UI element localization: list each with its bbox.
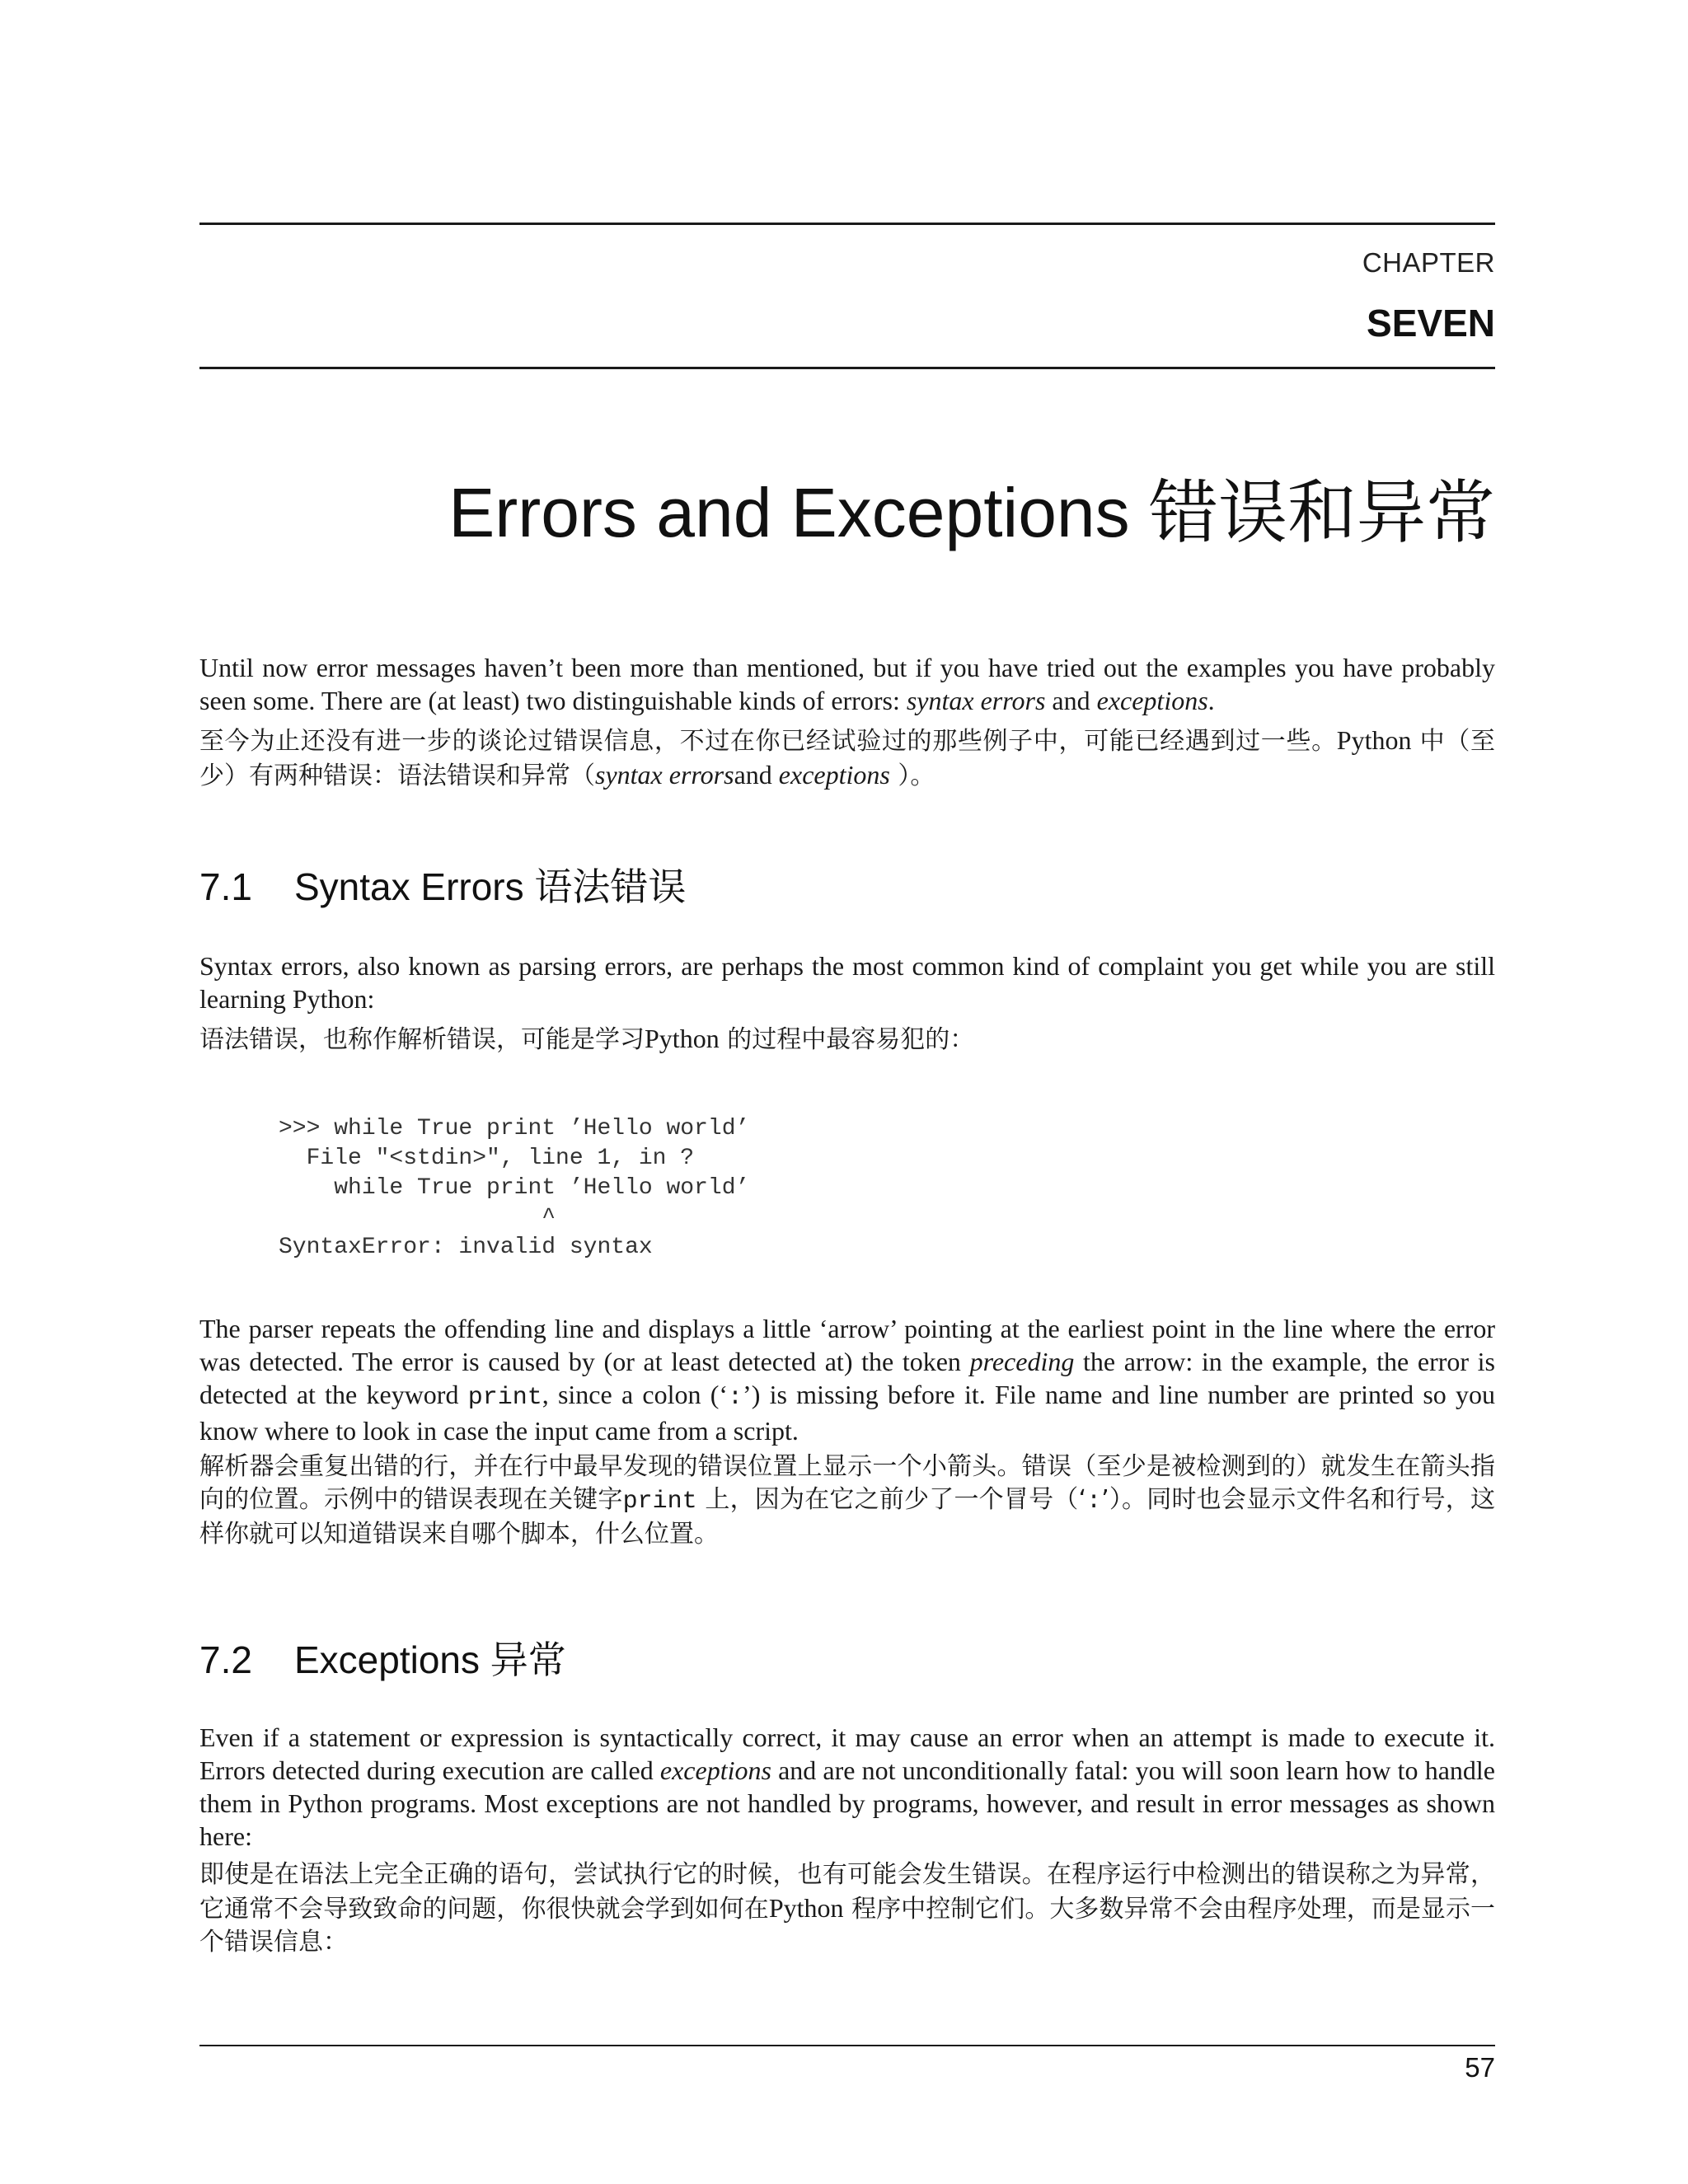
intro-paragraph: Until now error messages haven’t been more than mentioned, but if you have tried out the examples you have probably seen some. There are (at least) two distinguishable kinds of errors: syntax errors and exceptions. bbox=[199, 653, 1495, 715]
parser-explanation-paragraph-cn: 解析器会重复出错的行，并在行中最早发现的错误位置上显示一个小箭头。错误（至少是被检测到的）就发生在箭头指向的位置。示例中的错误表现在关键字print 上，因为在它之前少了一个冒号（‘:’）。同时也会显示文件名和行号，这样你就可以知道错误来自哪个脚本，什么位置。 bbox=[199, 1452, 1495, 1549]
intro-paragraph-cn: 至今为止还没有进一步的谈论过错误信息，不过在你已经试验过的那些例子中，可能已经遇到过一些。Python 中（至少）有两种错误：语法错误和异常（syntax errorsand exceptions ）。 bbox=[199, 725, 1495, 790]
footer-rule bbox=[199, 2045, 1495, 2046]
exceptions-paragraph: Even if a statement or expression is syntactically correct, it may cause an error when an attempt is made to execute it. Errors detected during execution are called exceptions and are not unconditionally fatal: you will soon learn how to handle them in Python programs. Most exceptions are not handled by programs, however, and result in error messages as shown here: bbox=[199, 1722, 1495, 1851]
chapter-label: CHAPTER bbox=[1362, 247, 1495, 278]
section-heading-syntax-errors: 7.1 Syntax Errors 语法错误 bbox=[199, 865, 687, 908]
syntax-errors-paragraph: Syntax errors, also known as parsing errors, are perhaps the most common kind of complaint you get while you are still learning Python: bbox=[199, 951, 1495, 1014]
section-heading-exceptions: 7.2 Exceptions 异常 bbox=[199, 1638, 566, 1681]
chapter-bottom-rule bbox=[199, 367, 1495, 369]
parser-explanation-paragraph: The parser repeats the offending line and displays a little ‘arrow’ pointing at the earliest point in the line where the error was detected. The error is caused by (or at least detected at) the token preceding the arrow: in the example, the error is detected at the keyword print, since a colon (‘:’) is missing before it. File name and line number are printed so you know where to look in case the input came from a script. bbox=[199, 1314, 1496, 1446]
syntax-errors-paragraph-cn: 语法错误，也称作解析错误，可能是学习Python 的过程中最容易犯的： bbox=[199, 1024, 975, 1054]
exceptions-paragraph-cn: 即使是在语法上完全正确的语句，尝试执行它的时候，也有可能会发生错误。在程序运行中检测出的错误称之为异常，它通常不会导致致命的问题，你很快就会学到如何在Python 程序中控制它们。大多数异常不会由程序处理，而是显示一个错误信息： bbox=[199, 1860, 1495, 1957]
page-number: 57 bbox=[1465, 2052, 1495, 2083]
chapter-top-rule bbox=[199, 223, 1495, 225]
code-example-syntax-error: >>> while True print ’Hello world’ File "<stdin>", line 1, in ? while True print ’Hello world’ ^ SyntaxError: invalid syntax bbox=[279, 1116, 750, 1260]
chapter-number: SEVEN bbox=[1367, 302, 1495, 344]
chapter-title: Errors and Exceptions 错误和异常 bbox=[448, 474, 1495, 551]
